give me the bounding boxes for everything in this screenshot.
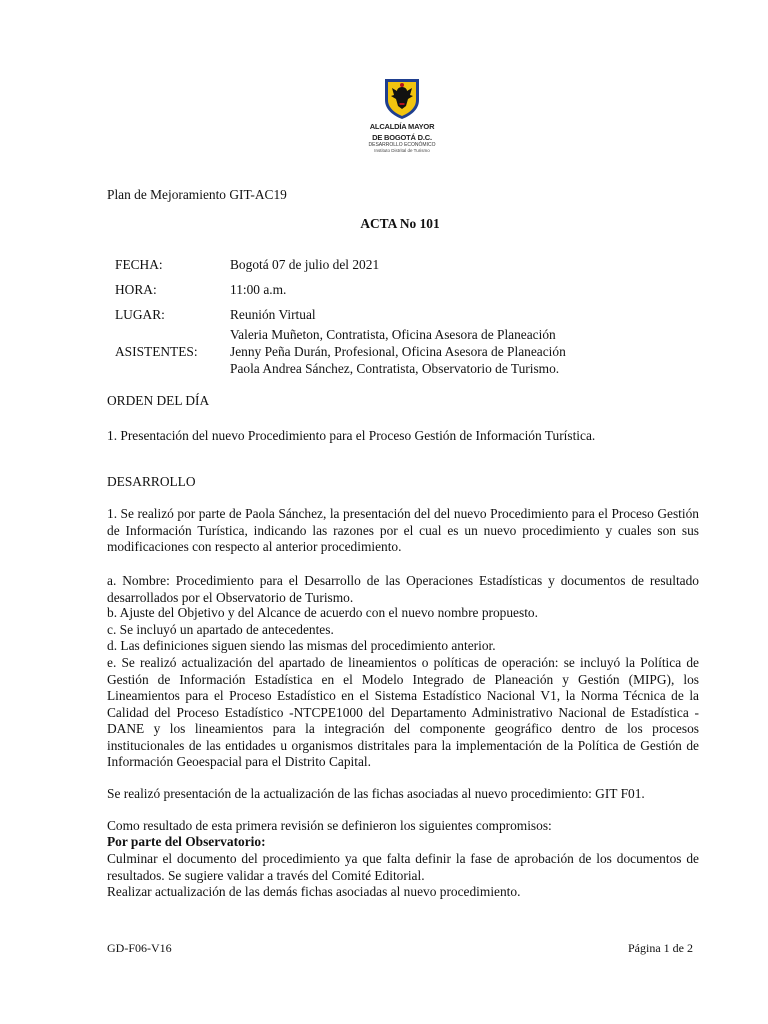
- asistentes-label: ASISTENTES:: [115, 344, 198, 359]
- desarrollo-paragraph-2: Se realizó presentación de la actualización de las fichas asociadas al nuevo procedimiento: GIT F01.: [107, 786, 645, 801]
- logo-line-3: DESARROLLO ECONÓMICO: [368, 142, 436, 148]
- list-item-c: c. Se incluyó un apartado de antecedentes.: [107, 622, 334, 637]
- desarrollo-paragraph-3: Como resultado de esta primera revisión se definieron los siguientes compromisos:: [107, 818, 552, 833]
- coat-of-arms-icon: [380, 76, 424, 120]
- footer-code: GD-F06-V16: [107, 941, 172, 955]
- plan-reference: Plan de Mejoramiento GIT-AC19: [107, 187, 287, 202]
- list-item-a: a. Nombre: Procedimiento para el Desarrollo de las Operaciones Estadísticas y documentos de resultado desarrollados por el Observatorio de Turismo.: [107, 573, 699, 605]
- lugar-label: LUGAR:: [115, 307, 165, 322]
- compromiso-2: Realizar actualización de las demás fichas asociadas al nuevo procedimiento.: [107, 884, 521, 899]
- observatorio-heading: Por parte del Observatorio:: [107, 834, 266, 849]
- list-item-e: e. Se realizó actualización del apartado de lineamientos o políticas de operación: se incluyó la Política de Gestión de Información Estadística en el Modelo Integrado de Planeación y Gestión (MIPG), los Lineamientos para el Proceso Estadístico en el Sistema Estadístico Nacional V1, la Norma Técnica de la Calidad del Proceso Estadístico -NTCPE1000 del Departamento Administrativo Nacional de Estadística - DANE y los lineamientos para la integración del componente geográfico dentro de los procesos institucionales de las entidades u organismos distritales para la implementación de la Política de Gestión de Información Geoespacial para el Distrito Capital.: [107, 655, 699, 769]
- orden-heading: ORDEN DEL DÍA: [107, 393, 210, 408]
- list-item-d: d. Las definiciones siguen siendo las mismas del procedimiento anterior.: [107, 638, 496, 653]
- asistente-item: Jenny Peña Durán, Profesional, Oficina Asesora de Planeación: [230, 344, 566, 359]
- fecha-value: Bogotá 07 de julio del 2021: [230, 257, 380, 272]
- compromiso-1: Culminar el documento del procedimiento ya que falta definir la fase de aprobación de los documentos de resultados. Se sugiere validar a través del Comité Editorial.: [107, 851, 699, 883]
- alcaldia-logo: [360, 76, 444, 154]
- asistente-item: Valeria Muñeton, Contratista, Oficina Asesora de Planeación: [230, 327, 556, 342]
- document-title: ACTA No 101: [360, 216, 440, 231]
- page-number: Página 1 de 2: [628, 941, 693, 955]
- hora-value: 11:00 a.m.: [230, 282, 287, 297]
- lugar-value: Reunión Virtual: [230, 307, 316, 322]
- orden-item-1: 1. Presentación del nuevo Procedimiento para el Proceso Gestión de Información Turística.: [107, 428, 596, 443]
- asistente-item: Paola Andrea Sánchez, Contratista, Observatorio de Turismo.: [230, 361, 560, 376]
- fecha-label: FECHA:: [115, 257, 163, 272]
- desarrollo-heading: DESARROLLO: [107, 474, 196, 489]
- list-item-b: b. Ajuste del Objetivo y del Alcance de acuerdo con el nuevo nombre propuesto.: [107, 605, 538, 620]
- logo-line-1: ALCALDÍA MAYOR: [369, 122, 435, 131]
- hora-label: HORA:: [115, 282, 157, 297]
- desarrollo-paragraph-1: 1. Se realizó por parte de Paola Sánchez, la presentación del del nuevo Procedimiento para el Proceso Gestión de Información Turística, indicando las razones por el cual es un nuevo procedimiento y cuales son sus modificaciones con respecto al anterior procedimiento.: [107, 506, 699, 554]
- logo-line-4: Instituto Distrital de Turismo: [374, 148, 430, 153]
- logo-line-2: DE BOGOTÁ D.C.: [372, 133, 432, 142]
